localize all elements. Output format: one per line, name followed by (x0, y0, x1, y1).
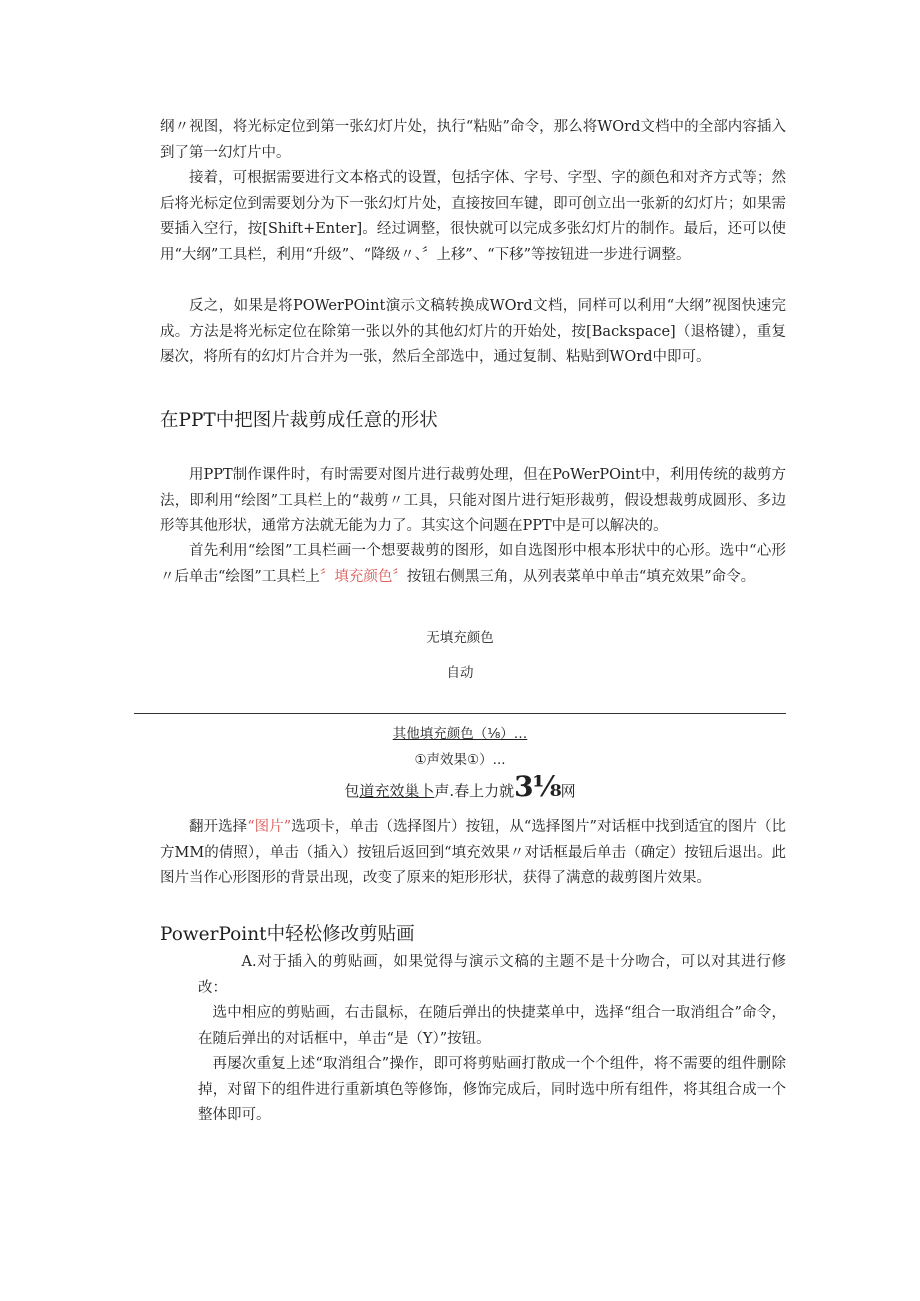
section-title-clipart: PowerPoint中轻松修改剪贴画 (160, 924, 415, 945)
crop-text-b: 按钮右侧黑三角，从列表菜单中单击“填充效果”命令。 (406, 568, 756, 585)
more-colors-label: 其他填充颜色（⅛）… (392, 726, 528, 742)
crop-paragraph-2 (160, 539, 786, 590)
menu-item-more-colors (0, 722, 920, 742)
clipart-paragraph-c: 再屡次重复上述“取消组合”操作，即可将剪贴画打散成一个个组件，将不需要的组件删除掉，对留下的组件进行重新填色等修饰，修饰完成后，同时选中所有组件，将其组合成一个整体即可。 (198, 1056, 786, 1123)
picture-tab-highlight: “图片” (247, 819, 292, 835)
picture-text-b: 选项卡，单击（选择图片）按钮，从“选择图片”对话框中找到适宜的图片（比方MM的倩照），单击（插入）按钮后返回到“填充效果〃对话框最后单击（确定）按钮后退出。此图片当作心形图形的背景出现，改变了原来的矩形形状，获得了满意的裁剪图片效果。 (160, 819, 787, 886)
caption-end: 网 (560, 782, 576, 800)
intro-paragraph-1: 纲〃视图，将光标定位到第一张幻灯片处，执行“粘贴”命令，那么将WOrd文档中的全部内容插入到了第一幻灯片中。 (160, 119, 786, 161)
clipart-paragraph-a: A.对于插入的剪贴画，如果觉得与演示文稿的主题不是十分吻合，可以对其进行修改： (198, 954, 786, 996)
menu-divider (134, 713, 786, 714)
caption-post: 声.春上力就 (434, 782, 515, 800)
menu-item-no-fill: 无填充颜色 (426, 630, 494, 646)
fill-color-highlight: 〞填充颜色〞 (319, 568, 407, 585)
intro-paragraph-3: 反之，如果是将POWerPOint演示文稿转换成WOrd文档，同样可以利用“大纲”视图快速完成。方法是将光标定位在除第一张以外的其他幻灯片的开始处，按[Backspace]（退格键），重复屡次，将所有的幻灯片合并为一张，然后全部选中，通过复制、粘贴到WOrd中即可。 (160, 298, 786, 365)
intro-paragraph-2: 接着，可根据需要进行文本格式的设置，包括字体、字号、字型、字的颜色和对齐方式等；然后将光标定位到需要划分为下一张幻灯片处，直接按回车键，即可创立出一张新的幻灯片；如果需要插入空行，按[Shift+Enter]。经过调整，很快就可以完成多张幻灯片的制作。最后，还可以使用“大纲”工具栏，利用“升级”、“降级〃、〞上移”、“下移”等按钮进一步进行调整。 (160, 170, 786, 263)
menu-item-fill-effects: ①声效果①）... (414, 752, 506, 768)
caption-pre: 包 (344, 782, 360, 800)
menu-item-auto: 自动 (446, 665, 474, 681)
section-title-crop-picture: 在PPT中把图片裁剪成任意的形状 (160, 410, 438, 431)
crop-text-a: 首先利用“绘图”工具栏画一个想要裁剪的图形，如自选图形中根本形状中的心形。选中“心形〃后单击“绘图”工具栏上 (160, 543, 786, 585)
picture-text-a: 翻开选择 (189, 819, 248, 835)
caption-big-glyph: 3⅛ (514, 770, 561, 803)
menu-caption (0, 770, 920, 803)
clipart-paragraph-b: 选中相应的剪贴画，右击鼠标，在随后弹出的快捷菜单中，选择“组合一取消组合”命令，在随后弹出的对话框中，单击“是（Y）”按钮。 (198, 1005, 786, 1047)
caption-underlined: 道充效巢卜 (359, 782, 435, 800)
crop-paragraph-1: 用PPT制作课件时，有时需要对图片进行裁剪处理，但在PoWerPOint中，利用传统的裁剪方法，即利用“绘图”工具栏上的“裁剪〃工具，只能对图片进行矩形裁剪，假设想裁剪成圆形、多边形等其他形状，通常方法就无能为力了。其实这个问题在PPT中是可以解决的。 (160, 467, 786, 534)
crop-paragraph-3 (160, 815, 786, 892)
